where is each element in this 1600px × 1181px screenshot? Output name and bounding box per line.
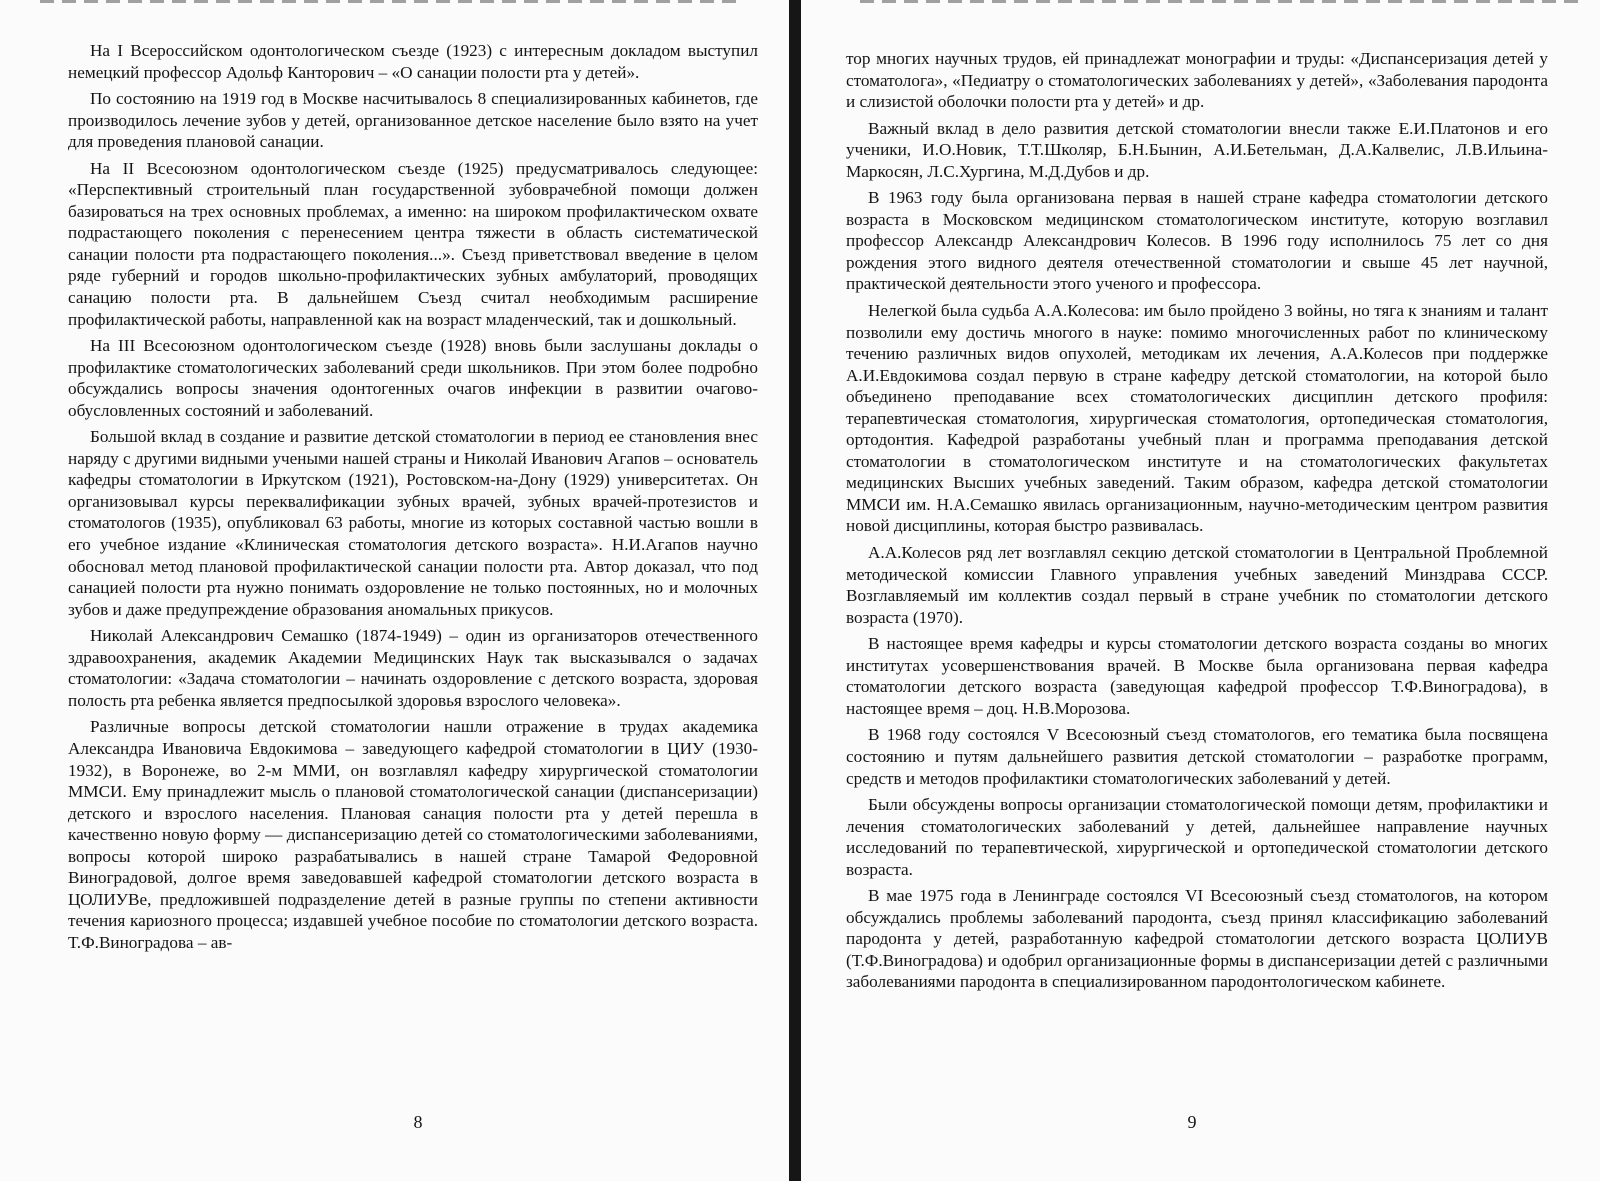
paragraph: В мае 1975 года в Ленинграде состоялся VI Всесоюзный съезд стоматологов, на котором обсуждались проблемы заболеваний пародонта, съезд принял классификацию заболеваний пародонта у детей, разработанную кафедрой стоматологии детского возраста ЦОЛИУВ (Т.Ф.Виноградова) и одобрил организационные формы в диспансеризации детей с различными заболеваниями пародонта в специализированном пародонтологическом кабинете. — [846, 886, 1548, 992]
top-edge-text-fragment-right — [860, 0, 1580, 3]
paragraph: По состоянию на 1919 год в Москве насчитывалось 8 специализированных кабинетов, где производилось лечение зубов у детей, организованное детское население было взято на учет для проведения плановой санации. — [68, 89, 758, 152]
page-number-right: 9 — [1187, 1112, 1197, 1132]
paragraph: Нелегкой была судьба А.А.Колесова: им было пройдено 3 войны, но тяга к знаниям и талант позволили ему достичь многого в науке: помимо многочисленных работ по клиническому течению различных видов опухолей, методикам их лечения, А.А.Колесов при поддержке А.И.Евдокимова создал первую в стране кафедру детской стоматологии, на которой было объединено преподавание всех стоматологических дисциплин детского профиля: терапевтическая стоматология, хирургическая стоматология, ортопедическая стоматология, ортодонтия. Кафедрой разработаны учебный план и программа преподавания детской стоматологии в стоматологическом институте и на стоматологических факультетах медицинских Высших учебных заведений. Таким образом, кафедра детской стоматологии ММСИ им. Н.А.Семашко явилась организационным, научно-методическим центром развития новой дисциплины, которая быстро развивалась. — [846, 301, 1548, 536]
paragraph: В 1968 году состоялся V Всесоюзный съезд стоматологов, его тематика была посвящена состоянию и путям дальнейшего развития детской стоматологии – разработке программ, средств и методов профилактики стоматологических заболеваний у детей. — [846, 725, 1548, 788]
top-edge-text-fragment-left — [40, 0, 740, 3]
book-gutter — [789, 0, 801, 1181]
paragraph: На I Всероссийском одонтологическом съезде (1923) с интересным докладом выступил немецкий профессор Адольф Канторович – «О санации полости рта у детей». — [68, 41, 758, 82]
paragraph: Важный вклад в дело развития детской стоматологии внесли также Е.И.Платонов и его ученики, И.О.Новик, Т.Т.Школяр, Б.Н.Бынин, А.И.Бетельман, Д.А.Калвелис, Л.В.Ильина-Маркосян, Л.С.Хургина, М.Д.Дубов и др. — [846, 118, 1548, 181]
paragraph: А.А.Колесов ряд лет возглавлял секцию детской стоматологии в Центральной Проблемной методической комиссии Главного управления учебных заведений Минздрава СССР. Возглавляемый им коллектив создал первый в стране учебник по стоматологии детского возраста (1970). — [846, 543, 1548, 627]
left-page-body — [68, 40, 758, 958]
paragraph: На II Всесоюзном одонтологическом съезде (1925) предусматривалось следующее: «Перспективный строительный план государственной зубоврачебной помощи должен базироваться на трех основных проблемах, а именно: на широком профилактическом охвате подрастающего поколения с перенесением центра тяжести в область систематической санации полости рта подрастающего поколения...». Съезд приветствовал введение в целом ряде губерний и городов школьно-профилактических зубных амбулаторий, проводящих санацию полости рта. В дальнейшем Съезд считал необходимым расширение профилактической работы, направленной как на возраст младенческий, так и дошкольный. — [68, 158, 758, 329]
paragraph: Большой вклад в создание и развитие детской стоматологии в период ее становления внес наряду с другими видными учеными нашей страны и Николай Иванович Агапов – основатель кафедры стоматологии в Иркутском (1921), Ростовском-на-Дону (1929) университетах. Он организовывал курсы переквалификации зубных врачей, зубных врачей-протезистов и стоматологов (1935), опубликовал 63 работы, многие из которых составной частью вошли в его учебное издание «Клиническая стоматология детского возраста». Н.И.Агапов научно обосновал метод плановой профилактической санации полости рта. Автор доказал, что под санацией полости рта нужно понимать оздоровление не только постоянных, но и молочных зубов и даже предупреждение образования аномальных прикусов. — [68, 427, 758, 619]
paragraph: Различные вопросы детской стоматологии нашли отражение в трудах академика Александра Ивановича Евдокимова – заведующего кафедрой стоматологии в ЦИУ (1930-1932), в Воронеже, во 2-м ММИ, он возглавлял кафедру хирургической стоматологии ММСИ. Ему принадлежит мысль о плановой стоматологической санации (диспансеризации) детского и взрослого населения. Плановая санация полости рта у детей перешла в качественно новую форму — диспансеризацию детей со стоматологическими заболеваниями, вопросы которой широко разрабатывались в нашей стране Тамарой Федоровной Виноградовой, долгое время заведовавшей кафедрой стоматологии детского возраста в ЦОЛИУВе, предложившей подразделение детей в разные группы по степени активности течения кариозного процесса; издавшей учебное пособие по стоматологии детского возраста. Т.Ф.Виноградова – ав- — [68, 717, 758, 952]
right-page-body — [846, 48, 1548, 998]
page-number-left: 8 — [413, 1112, 423, 1132]
paragraph: Были обсуждены вопросы организации стоматологической помощи детям, профилактики и лечения стоматологических заболеваний у детей, дальнейшее направление научных исследований по терапевтической, хирургической и ортопедической стоматологии детского возраста. — [846, 795, 1548, 879]
paragraph: В настоящее время кафедры и курсы стоматологии детского возраста созданы во многих институтах усовершенствования врачей. В Москве была организована первая кафедра стоматологии детского возраста (заведующая кафедрой профессор Т.Ф.Виноградова), в настоящее время – доц. Н.В.Морозова. — [846, 634, 1548, 718]
paragraph: На III Всесоюзном одонтологическом съезде (1928) вновь были заслушаны доклады о профилактике стоматологических заболеваний среди школьников. При этом более подробно обсуждались вопросы значения одонтогенных очагов инфекции в развитии очагово-обусловленных состояний и заболеваний. — [68, 336, 758, 420]
paragraph: Николай Александрович Семашко (1874-1949) – один из организаторов отечественного здравоохранения, академик Академии Медицинских Наук так высказывался о задачах стоматологии: «Задача стоматологии – начинать оздоровление с детского возраста, здоровая полость рта ребенка является предпосылкой здоровья взрослого человека». — [68, 626, 758, 710]
paragraph: В 1963 году была организована первая в нашей стране кафедра стоматологии детского возраста в Московском медицинском стоматологическом институте, которую возглавил профессор Александр Александрович Колесов. В 1996 году исполнилось 75 лет со дня рождения этого видного деятеля отечественной стоматологии и свыше 45 лет научной, практической деятельности этого ученого и профессора. — [846, 188, 1548, 294]
paragraph-continuation: тор многих научных трудов, ей принадлежат монографии и труды: «Диспансеризация детей у стоматолога», «Педиатру о стоматологических заболеваниях у детей», «Заболевания пародонта и слизистой оболочки полости рта у детей» и др. — [846, 49, 1548, 112]
